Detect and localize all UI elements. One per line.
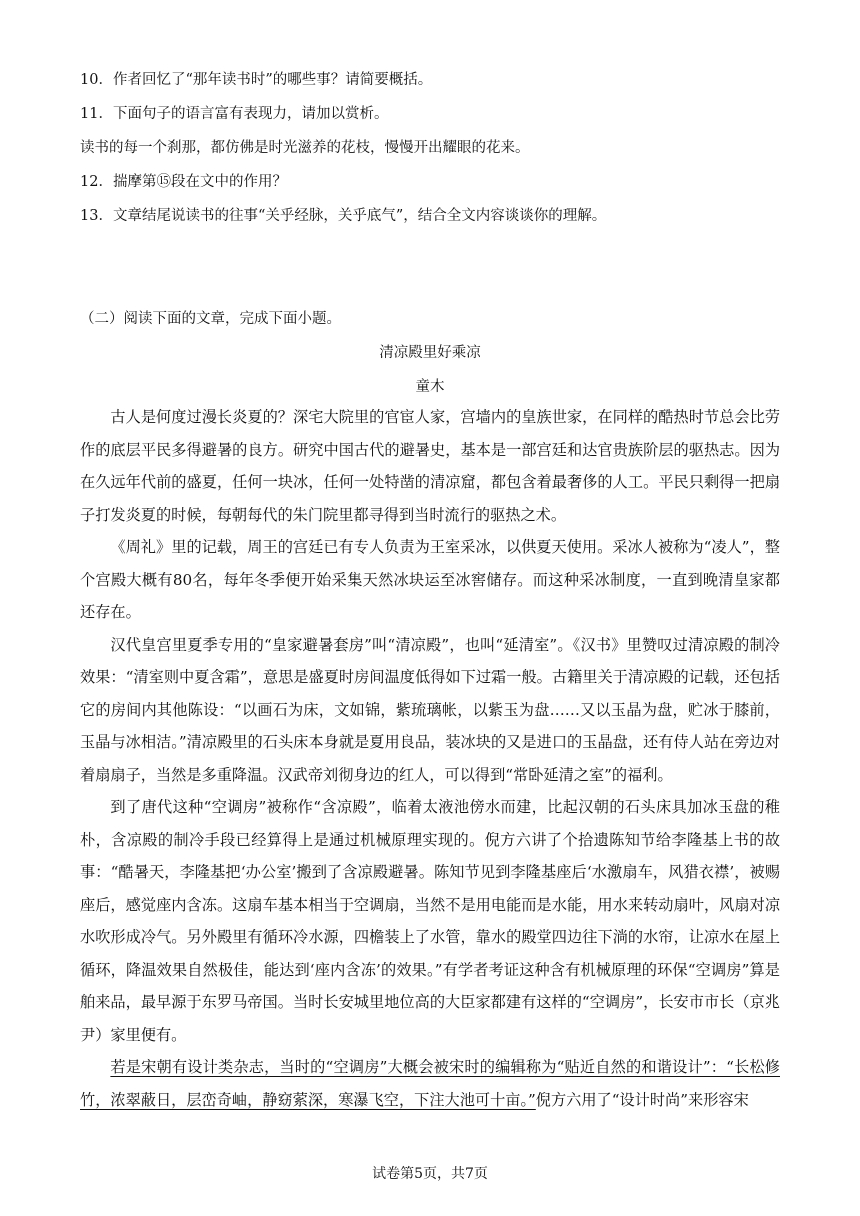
question-13: 13．文章结尾说读书的往事“关乎经脉，关乎底气”，结合全文内容谈谈你的理解。 [80,208,607,224]
paragraph-4: 到了唐代这种“空调房”被称作“含凉殿”，临着太液池傍水而建，比起汉朝的石头床具加冰玉盘的稚朴，含凉殿的制冷手段已经算得上是通过机械原理实现的。倪方六讲了个拾遗陈知节给李隆基上书的故事：“酷暑天，李隆基把‘办公室’搬到了含凉殿避暑。陈知节见到李隆基座后‘水激扇车，风猎衣襟’，被赐座后，感觉座内含冻。这扇车基本相当于空调扇，当然不是用电能而是水能，用水来转动扇叶，风扇对凉水吹形成冷气。另外殿里有循环冷水源，四檐装上了水管，靠水的殿堂四边往下淌的水帘，让凉水在屋上循环，降温效果自然极佳，能达到‘座内含冻’的效果。”有学者考证这种含有机械原理的环保“空调房”算是舶来品，最早源于东罗马帝国。当时长安城里地位高的大臣家都建有这样的“空调房”，长安市市长（京兆尹）家里便有。 [80,798,780,1044]
paragraph-5-rest: 倪方六用了“设计时尚”来形容宋 [535,1090,749,1109]
paragraph-1: 古人是何度过漫长炎夏的？深宅大院里的官宦人家，宫墙内的皇族世家，在同样的酷热时节总会比劳作的底层平民多得避暑的良方。研究中国古代的避暑史，基本是一部宫廷和达官贵族阶层的驱热志。因为在久远年代前的盛夏，任何一块冰，任何一处特凿的清凉窟，都包含着最奢侈的人工。平民只剩得一把扇子打发炎夏的时候，每朝每代的朱门院里都寻得到当时流行的驱热之术。 [80,408,780,524]
question-10: 10．作者回忆了“那年读书时”的哪些事？请简要概括。 [80,72,433,88]
paragraph-2: 《周礼》里的记载，周王的宫廷已有专人负责为王室采冰，以供夏天使用。采冰人被称为“凌人”，整个宫殿大概有80名，每年冬季便开始采集天然冰块运至冰窖储存。而这种采冰制度，一直到晚清皇家都还存在。 [80,538,780,621]
article-body [80,401,780,1116]
paragraph-3: 汉代皇宫里夏季专用的“皇家避暑套房”叫“清凉殿”，也叫“延清室”。《汉书》里赞叹过清凉殿的制冷效果：“清室则中夏含霜”，意思是盛夏时房间温度低得如下过霜一般。古籍里关于清凉殿的记载，还包括它的房间内其他陈设：“以画石为床，文如锦，紫琉璃帐，以紫玉为盘……又以玉晶为盘，贮冰于膝前，玉晶与冰相洁。”清凉殿里的石头床本身就是夏用良品，装冰块的又是进口的玉晶盘，还有侍人站在旁边对着扇扇子，当然是多重降温。汉武帝刘彻身边的红人，可以得到“常卧延清之室”的福利。 [80,635,780,784]
paragraph-5 [80,1051,780,1116]
article-title: 清凉殿里好乘凉 [379,345,481,361]
underlined-sentence: 若是宋朝有设计类杂志，当时的“空调房”大概会被宋时的编辑称为“贴近自然的和谐设计”：“长松修竹，浓翠蔽日，层峦奇岫，静窈萦深，寒瀑飞空，下注大池可十亩。” [80,1058,780,1109]
question-12: 12．揣摩第⑮段在文中的作用？ [80,174,287,190]
page-footer: 试卷第5页，共7页 [372,1166,488,1182]
question-11: 11．下面句子的语言富有表现力，请加以赏析。 [80,106,389,122]
section-intro: （二）阅读下面的文章，完成下面小题。 [80,311,341,327]
article-author: 童木 [415,379,445,395]
quoted-sentence: 读书的每一个刹那，都仿佛是时光滋养的花枝，慢慢开出耀眼的花来。 [80,140,530,156]
